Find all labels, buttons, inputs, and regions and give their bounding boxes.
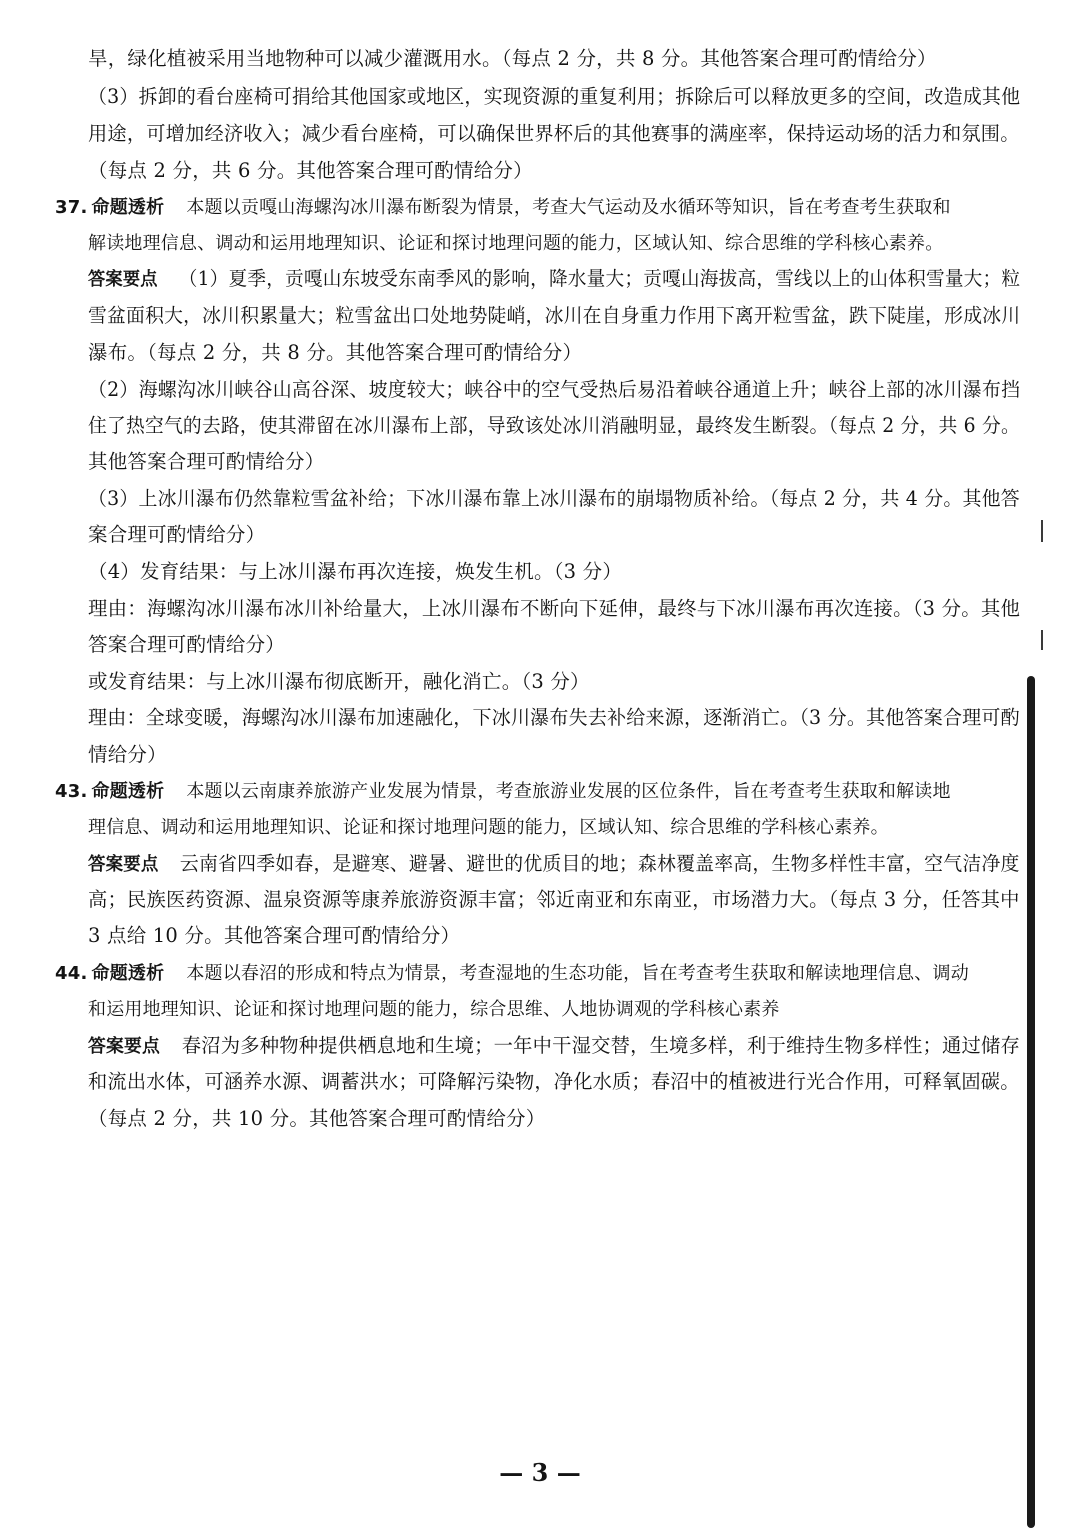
- q43-analysis-line: [55, 777, 951, 806]
- text-line: 理由：海螺沟冰川瀑布冰川补给量大，上冰川瀑布不断向下延伸，最终与下冰川瀑布再次连接。（3 分。其他: [88, 597, 1021, 620]
- text-line: 高；民族医药资源、温泉资源等康养旅游资源丰富；邻近南亚和东南亚，市场潜力大。（每点 3 分，任答其中: [88, 888, 1020, 911]
- text-line: 理由：全球变暖，海螺沟冰川瀑布加速融化，下冰川瀑布失去补给来源，逐渐消亡。（3 分。其他答案合理可酌: [88, 706, 1020, 729]
- text-line: （每点 2 分，共 6 分。其他答案合理可酌情给分）: [88, 159, 533, 182]
- text-line: 雪盆面积大，冰川积累量大；粒雪盆出口处地势陡峭，冰川在自身重力作用下离开粒雪盆，跌下陡崖，形成冰川: [88, 304, 1021, 327]
- text-line: （2）海螺沟冰川峡谷山高谷深、坡度较大；峡谷中的空气受热后易沿着峡谷通道上升；峡谷上部的冰川瀑布挡: [88, 378, 1021, 401]
- q37-answer-line: [88, 265, 1020, 294]
- analysis-text: 本题以云南康养旅游产业发展为情景，考查旅游业发展的区位条件，旨在考查考生获取和解读地: [186, 781, 951, 802]
- answer-label: 答案要点: [88, 854, 159, 875]
- q44-analysis-line: [88, 995, 780, 1024]
- text-line: 情给分）: [88, 743, 167, 766]
- text-line: 旱，绿化植被采用当地物种可以减少灌溉用水。（每点 2 分，共 8 分。其他答案合理可酌情给分）: [88, 47, 937, 70]
- analysis-text: 解读地理信息、调动和运用地理知识、论证和探讨地理问题的能力，区域认知、综合思维的学科核心素养。: [88, 233, 944, 254]
- text-line: 或发育结果：与上冰川瀑布彻底断开，融化消亡。（3 分）: [88, 670, 590, 693]
- question-number: 43.: [55, 781, 88, 802]
- section-label: 命题透析: [91, 781, 165, 802]
- section-label: 命题透析: [91, 197, 165, 218]
- section-label: 命题透析: [91, 963, 165, 984]
- scan-edge-shadow: [1027, 676, 1035, 1528]
- analysis-text: 本题以春沼的形成和特点为情景，考查湿地的生态功能，旨在考查考生获取和解读地理信息、调动: [186, 963, 969, 984]
- text-line: （3）上冰川瀑布仍然靠粒雪盆补给；下冰川瀑布靠上冰川瀑布的崩塌物质补给。（每点 2 分，共 4 分。其他答: [88, 487, 1020, 510]
- question-number: 44.: [55, 963, 88, 984]
- text-line: 其他答案合理可酌情给分）: [88, 450, 325, 473]
- question-number: 37.: [55, 197, 88, 218]
- analysis-text: 本题以贡嘎山海螺沟冰川瀑布断裂为情景，考查大气运动及水循环等知识，旨在考查考生获取和: [186, 197, 951, 218]
- text-line: 3 点给 10 分。其他答案合理可酌情给分）: [88, 924, 461, 947]
- q43-answer-line: [88, 850, 1020, 879]
- analysis-text: 和运用地理知识、论证和探讨地理问题的能力，综合思维、人地协调观的学科核心素养: [88, 999, 780, 1020]
- page-number: — 3 —: [499, 1458, 581, 1487]
- q44-analysis-line: [55, 959, 969, 988]
- text-line: 案合理可酌情给分）: [88, 523, 266, 546]
- q37-analysis-line: [55, 193, 951, 222]
- text-line: 用途，可增加经济收入；减少看台座椅，可以确保世界杯后的其他赛事的满座率，保持运动场的活力和氛围。: [88, 122, 1020, 145]
- answer-label: 答案要点: [88, 1036, 161, 1057]
- text-line: （3）拆卸的看台座椅可捐给其他国家或地区，实现资源的重复利用；拆除后可以释放更多的空间，改造成其他: [88, 85, 1021, 108]
- q43-analysis-line: [88, 813, 889, 842]
- answer-label: 答案要点: [88, 269, 158, 290]
- text-line: 住了热空气的去路，使其滞留在冰川瀑布上部，导致该处冰川消融明显，最终发生断裂。（每点 2 分，共 6 分。: [88, 414, 1020, 437]
- scan-mark: [1041, 630, 1043, 650]
- text-line: （每点 2 分，共 10 分。其他答案合理可酌情给分）: [88, 1107, 546, 1130]
- answer-text: 春沼为多种物种提供栖息地和生境；一年中干湿交替，生境多样，利于维持生物多样性；通过储存: [181, 1034, 1020, 1057]
- q37-analysis-line: [88, 229, 943, 258]
- answer-text: （1）夏季，贡嘎山东坡受东南季风的影响，降水量大；贡嘎山海拔高，雪线以上的山体积雪量大；粒: [178, 267, 1021, 290]
- scan-mark: [1041, 520, 1043, 542]
- text-line: 答案合理可酌情给分）: [88, 633, 286, 656]
- analysis-text: 理信息、调动和运用地理知识、论证和探讨地理问题的能力，区域认知、综合思维的学科核心素养。: [88, 817, 889, 838]
- text-line: 瀑布。（每点 2 分，共 8 分。其他答案合理可酌情给分）: [88, 341, 583, 364]
- text-line: （4）发育结果：与上冰川瀑布再次连接，焕发生机。（3 分）: [88, 560, 623, 583]
- text-line: 和流出水体，可涵养水源、调蓄洪水；可降解污染物，净化水质；春沼中的植被进行光合作用，可释氧固碳。: [88, 1070, 1020, 1093]
- answer-text: 云南省四季如春，是避寒、避暑、避世的优质目的地；森林覆盖率高，生物多样性丰富，空气洁净度: [179, 852, 1020, 875]
- q44-answer-line: [88, 1032, 1020, 1061]
